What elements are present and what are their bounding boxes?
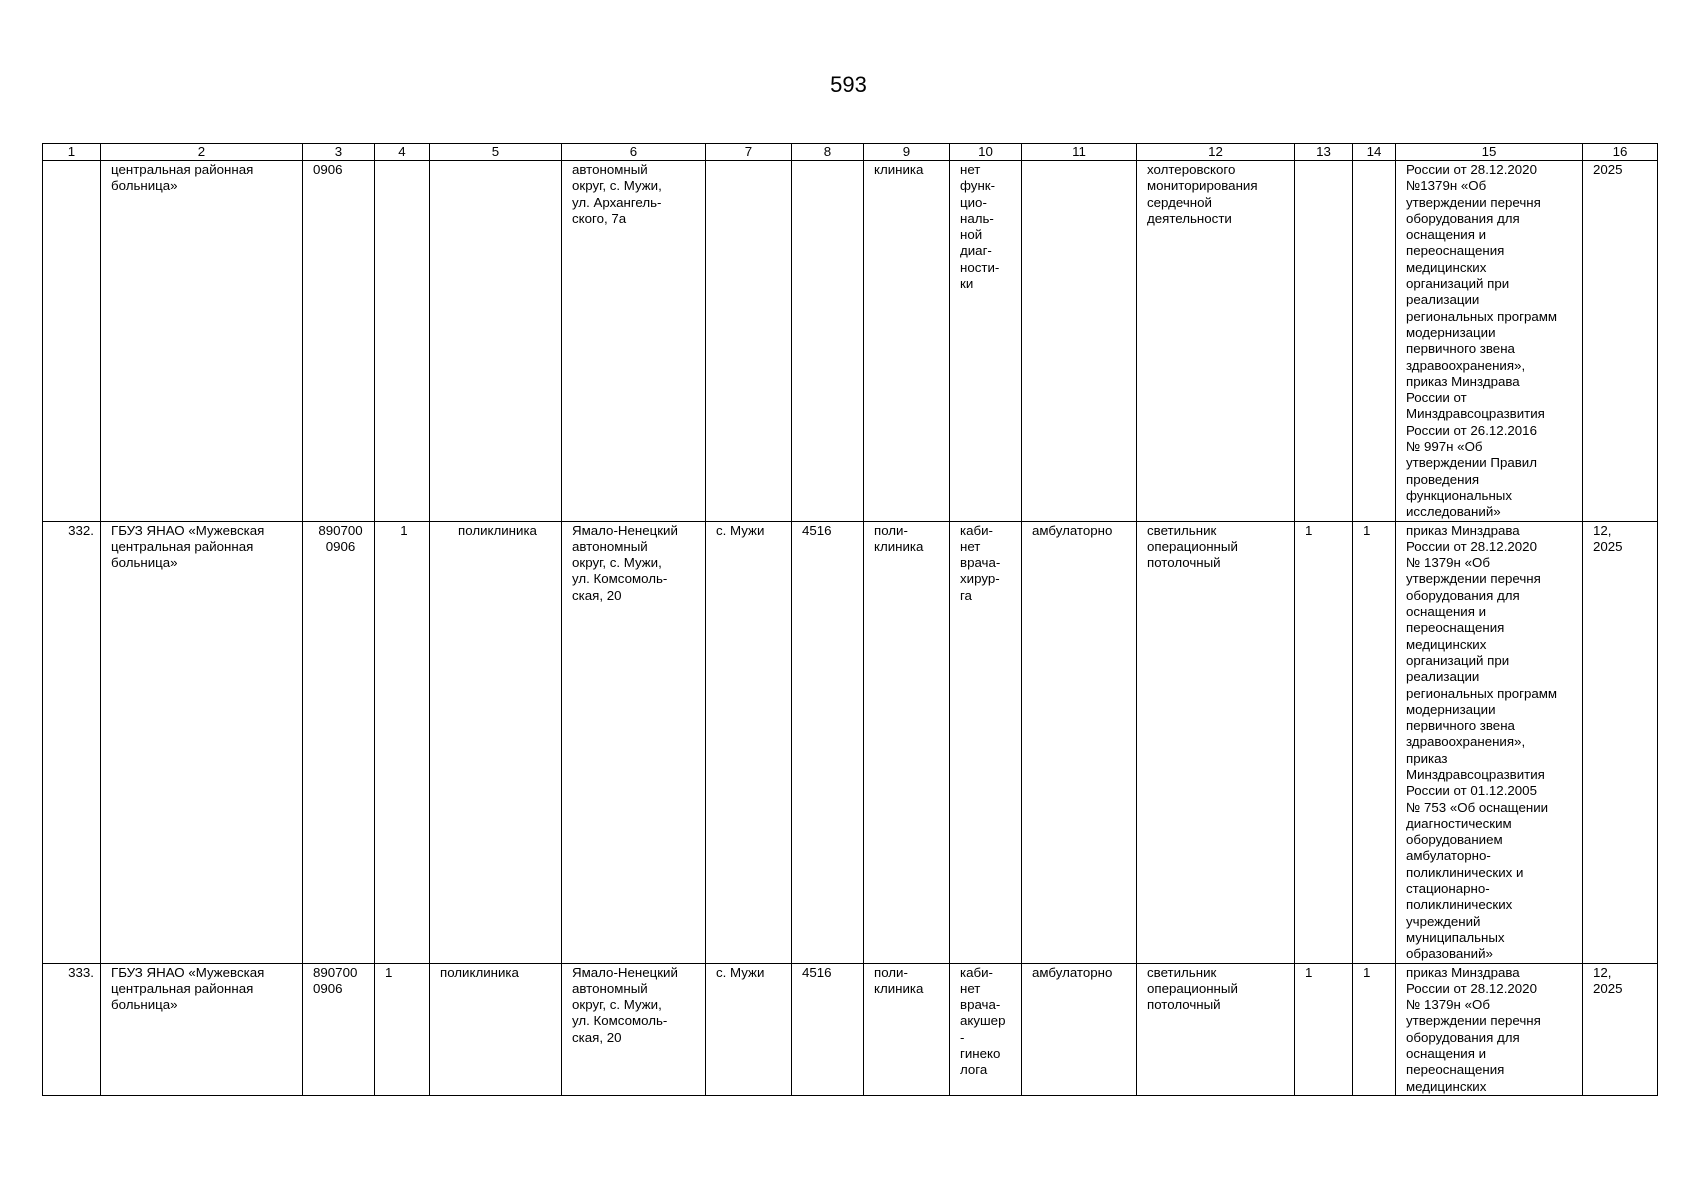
facility-type-cell: поликлиника (430, 521, 562, 963)
oktmo-cell (792, 161, 864, 522)
quantity-cell: 1 (1353, 521, 1396, 963)
address-cell: Ямало-Ненецкий автономный округ, с. Мужи, ул. Комсомоль- ская, 20 (562, 521, 706, 963)
column-header: 11 (1022, 144, 1137, 161)
organization-cell: ГБУЗ ЯНАО «Мужевская центральная районная больница» (101, 521, 303, 963)
column-header: 8 (792, 144, 864, 161)
row-number-cell (43, 161, 101, 522)
unit-cell: поли- клиника (864, 963, 950, 1095)
legal-basis-cell: приказ Минздрава России от 28.12.2020 № 1379н «Об утверждении перечня оборудования для оснащения и переоснащения медицинских организаций при реализации региональных программ модернизации первичного звена здравоохранения», приказ Минздравсоцразвития России от 01.12.2005 № 753 «Об оснащении диагностическим оборудованием амбулаторно- поликлинических и стационарно- поликлинических учреждений муниципальных образований» (1396, 521, 1583, 963)
column-header: 13 (1295, 144, 1353, 161)
table-row (43, 963, 1658, 1095)
care-form-cell: амбулаторно (1022, 521, 1137, 963)
column-header: 7 (706, 144, 792, 161)
column-header: 16 (1583, 144, 1658, 161)
organization-cell: центральная районная больница» (101, 161, 303, 522)
address-cell: Ямало-Ненецкий автономный округ, с. Мужи, ул. Комсомоль- ская, 20 (562, 963, 706, 1095)
locality-cell (706, 161, 792, 522)
care-form-cell (1022, 161, 1137, 522)
legal-basis-cell: России от 28.12.2020 №1379н «Об утверждении перечня оборудования для оснащения и переоснащения медицинских организаций при реализации региональных программ модернизации первичного звена здравоохранения», приказ Минздрава России от Минздравсоцразвития России от 26.12.2016 № 997н «Об утверждении Правил проведения функциональных исследований» (1396, 161, 1583, 522)
address-cell: автономный округ, с. Мужи, ул. Архангель- ского, 7а (562, 161, 706, 522)
column-header: 4 (375, 144, 430, 161)
care-form-cell: амбулаторно (1022, 963, 1137, 1095)
column-number-row (43, 144, 1658, 161)
table-row (43, 521, 1658, 963)
row-number-cell: 333. (43, 963, 101, 1095)
cabinet-cell: каби- нет врача- хирур- га (950, 521, 1022, 963)
legal-basis-cell: приказ Минздрава России от 28.12.2020 № 1379н «Об утверждении перечня оборудования для оснащения и переоснащения медицинских (1396, 963, 1583, 1095)
oktmo-cell: 4516 (792, 963, 864, 1095)
locality-cell: с. Мужи (706, 963, 792, 1095)
quantity-cell: 1 (1295, 963, 1353, 1095)
column-header: 15 (1396, 144, 1583, 161)
column-header: 10 (950, 144, 1022, 161)
facility-type-cell: поликлиника (430, 963, 562, 1095)
column-header: 12 (1137, 144, 1295, 161)
count-cell (375, 161, 430, 522)
cabinet-cell: каби- нет врача- акушер - гинеко лога (950, 963, 1022, 1095)
equipment-cell: светильник операционный потолочный (1137, 521, 1295, 963)
cabinet-cell: нет функ- цио- наль- ной диаг- ности- ки (950, 161, 1022, 522)
locality-cell: с. Мужи (706, 521, 792, 963)
quantity-cell: 1 (1295, 521, 1353, 963)
column-header: 6 (562, 144, 706, 161)
unit-cell: поли- клиника (864, 521, 950, 963)
column-header: 2 (101, 144, 303, 161)
count-cell: 1 (375, 521, 430, 963)
quantity-cell: 1 (1353, 963, 1396, 1095)
column-header: 9 (864, 144, 950, 161)
column-header: 1 (43, 144, 101, 161)
oktmo-cell: 4516 (792, 521, 864, 963)
code-cell: 890700 0906 (303, 963, 375, 1095)
quantity-cell (1295, 161, 1353, 522)
table-row (43, 161, 1658, 522)
organization-cell: ГБУЗ ЯНАО «Мужевская центральная районная больница» (101, 963, 303, 1095)
facility-type-cell (430, 161, 562, 522)
page-number: 593 (830, 72, 867, 97)
period-cell: 12, 2025 (1583, 521, 1658, 963)
column-header: 5 (430, 144, 562, 161)
row-number-cell: 332. (43, 521, 101, 963)
equipment-cell: холтеровского мониторирования сердечной деятельности (1137, 161, 1295, 522)
code-cell: 0906 (303, 161, 375, 522)
column-header: 3 (303, 144, 375, 161)
count-cell: 1 (375, 963, 430, 1095)
unit-cell: клиника (864, 161, 950, 522)
equipment-registry-table (42, 143, 1658, 1096)
quantity-cell (1353, 161, 1396, 522)
period-cell: 2025 (1583, 161, 1658, 522)
code-cell: 890700 0906 (303, 521, 375, 963)
period-cell: 12, 2025 (1583, 963, 1658, 1095)
column-header: 14 (1353, 144, 1396, 161)
equipment-cell: светильник операционный потолочный (1137, 963, 1295, 1095)
